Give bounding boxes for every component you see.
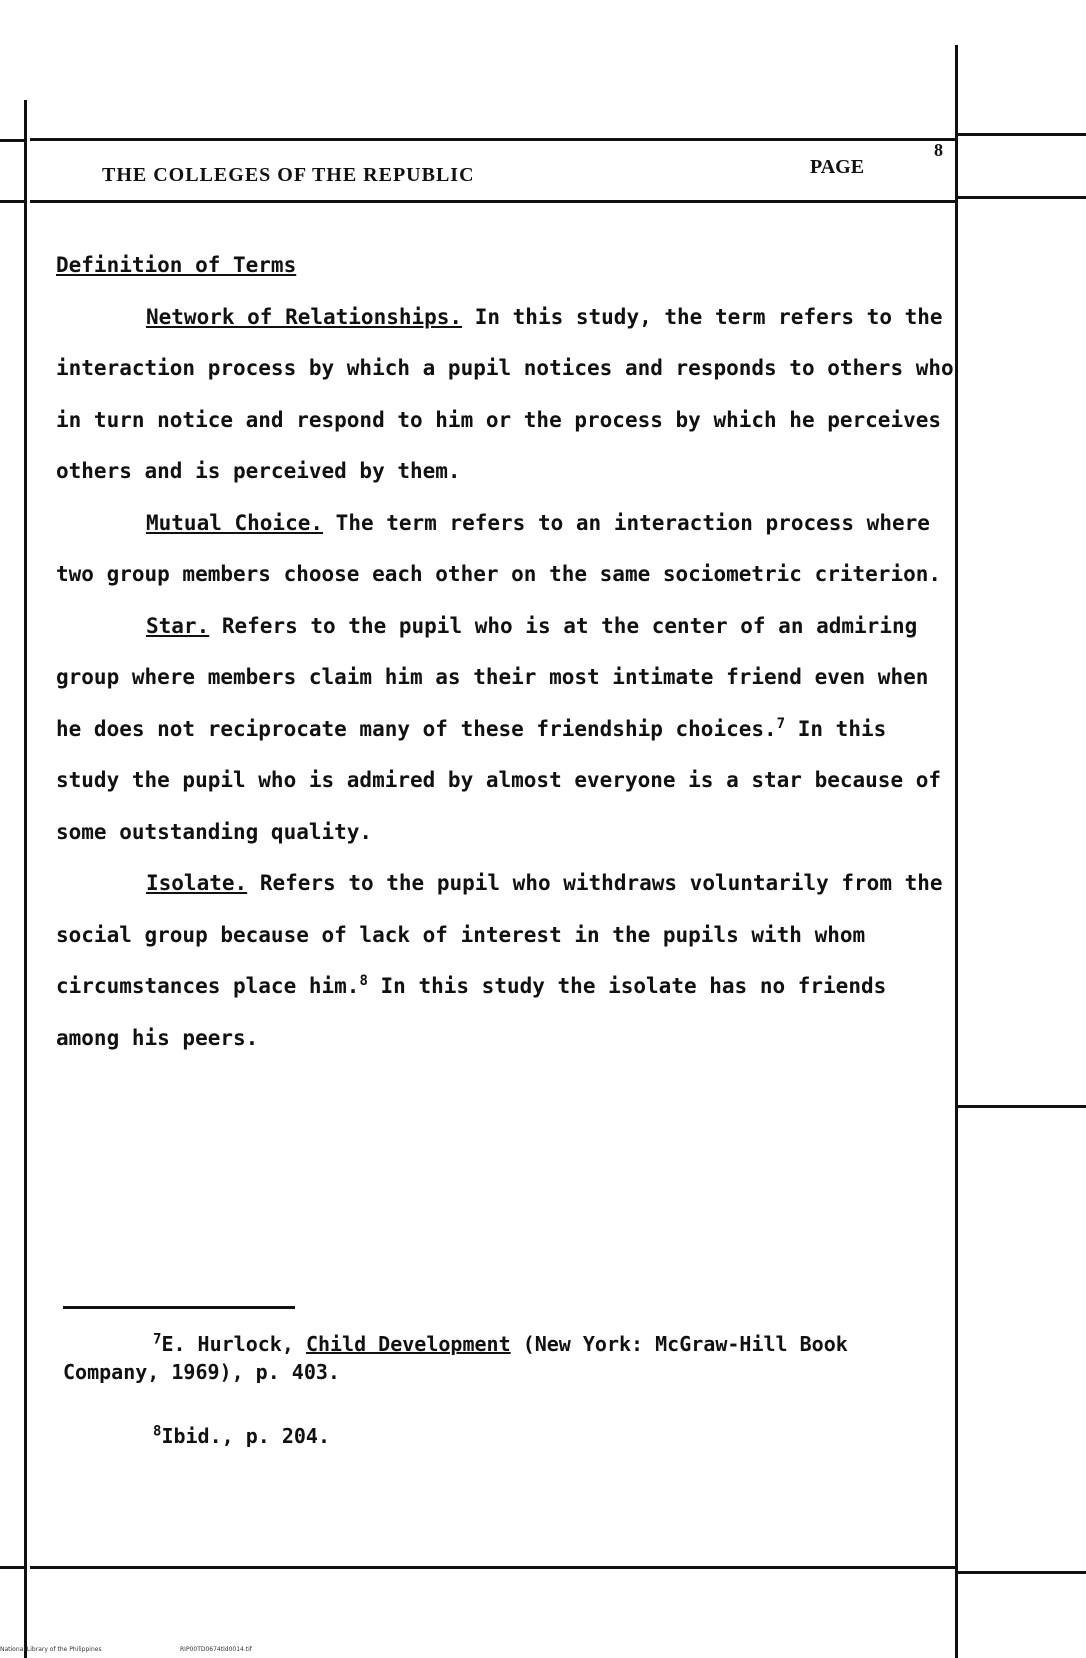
footnote-8	[63, 1422, 923, 1450]
term-network: Network of Relationships.	[146, 304, 463, 329]
header-page-label: PAGE	[810, 156, 865, 178]
definition-isolate-text-after: In this study the isolate has no friends among his peers.	[56, 974, 887, 1050]
footer-rule	[30, 1566, 955, 1569]
definition-isolate	[56, 858, 956, 1064]
definition-star	[56, 601, 956, 859]
definition-isolate-text-before: Refers to the pupil who withdraws voluntarily from the social group because of lack of interest in the pupils with whom circumstances place him.	[56, 871, 943, 998]
term-star: Star.	[146, 613, 210, 638]
left-margin-line	[24, 100, 27, 1658]
footnotes	[63, 1330, 923, 1486]
outer-rule-left-bottom	[0, 1566, 24, 1569]
term-mutual-choice: Mutual Choice.	[146, 510, 324, 535]
footnote-ref-8: 8	[359, 973, 368, 989]
footnote-7-author: E. Hurlock,	[161, 1332, 294, 1356]
footnote-7-title: Child Development	[305, 1332, 511, 1356]
outer-rule-right-bottom	[958, 1571, 1086, 1574]
footnote-7	[63, 1330, 923, 1386]
archive-label: National Library of the Philippines	[0, 1646, 102, 1653]
footnote-8-number: 8	[153, 1423, 162, 1440]
header-title: THE COLLEGES OF THE REPUBLIC	[102, 164, 475, 186]
outer-rule-right-mid	[958, 196, 1086, 199]
header-bottom-rule	[30, 200, 955, 203]
definition-network-text: In this study, the term refers to the interaction process by which a pupil notices and responds to others who in turn notice and respond to him or the process by which he perceives others and is perceived by them.	[56, 304, 954, 483]
footnote-separator	[63, 1306, 295, 1309]
footnote-7-rest: (New York: McGraw-Hill Book Company, 1969), p. 403.	[63, 1332, 848, 1384]
outer-rule-left-mid	[0, 200, 24, 203]
footnote-ref-7: 7	[776, 715, 786, 732]
definition-star-text-after: In this study the pupil who is admired by almost everyone is a star because of some outstanding quality.	[56, 716, 942, 844]
header-top-rule	[30, 138, 955, 141]
term-isolate: Isolate.	[146, 871, 248, 895]
definition-mutual-choice-text: The term refers to an interaction process where two group members choose each other on the same sociometric criterion.	[56, 510, 942, 586]
definition-mutual-choice	[56, 498, 956, 601]
archive-filename: RIP00TD0674tld0014.tif	[180, 1646, 252, 1653]
footnote-7-number: 7	[153, 1331, 162, 1348]
body-text	[56, 240, 956, 1064]
outer-rule-right-top	[958, 133, 1086, 136]
footnote-8-text: Ibid., p. 204.	[161, 1424, 331, 1448]
header-page-number: 8	[934, 140, 943, 160]
outer-rule-right-low	[958, 1105, 1086, 1108]
section-heading: Definition of Terms	[56, 253, 297, 277]
definition-star-text-before: Refers to the pupil who is at the center of an admiring group where members claim him as their most intimate friend even when he does not reciprocate many of these friendship choices.	[56, 613, 929, 741]
outer-rule-left-top	[0, 139, 24, 142]
definition-network	[56, 292, 956, 498]
